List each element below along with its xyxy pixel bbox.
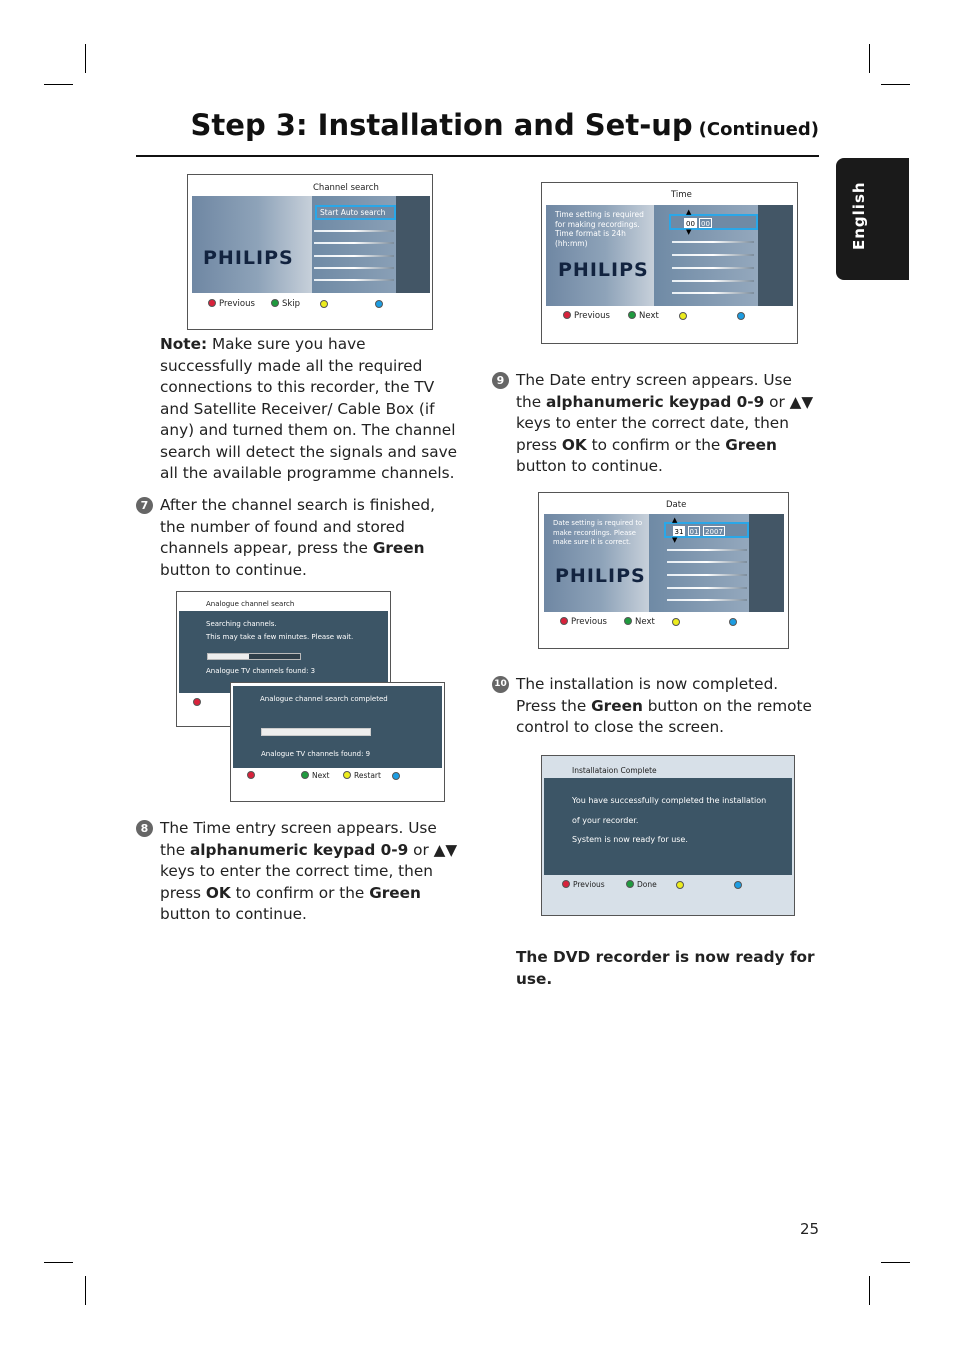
menu-line	[672, 241, 754, 243]
language-label: English	[850, 181, 868, 250]
menu-line	[672, 267, 754, 269]
complete-line-3: System is now ready for use.	[572, 835, 688, 844]
blue-dot-icon	[392, 772, 400, 780]
menu-line	[667, 599, 747, 601]
complete-panel	[544, 778, 792, 875]
menu-line	[314, 242, 394, 244]
note-paragraph	[160, 334, 462, 485]
channels-found: Analogue TV channels found: 9	[261, 750, 371, 758]
progress-bar	[261, 728, 371, 736]
up-arrow-icon: ▲	[672, 516, 678, 524]
page-title	[136, 108, 819, 142]
next-button[interactable]: Next	[628, 311, 659, 321]
title-continued: (Continued)	[698, 119, 819, 140]
year-field[interactable]: 2007	[703, 526, 725, 536]
button-row	[563, 311, 788, 321]
step-number-10: 10	[492, 676, 509, 693]
philips-logo: PHILIPS	[558, 259, 649, 281]
previous-button[interactable]: Previous	[208, 299, 255, 309]
yellow-dot-icon	[679, 312, 687, 320]
step9-paragraph: The Date entry screen appears. Use the alphanumeric keypad 0-9 or ▲▼ keys to enter the correct date, then press OK to confirm or the Green button to continue.	[516, 371, 814, 475]
blue-dot-icon	[375, 300, 383, 308]
ready-message: The DVD recorder is now ready for use.	[516, 948, 815, 988]
step-number-8: 8	[136, 820, 153, 837]
progress-fill	[262, 729, 370, 735]
step-number-7: 7	[136, 497, 153, 514]
screen-title: Channel search	[313, 183, 379, 193]
step-number-9: 9	[492, 372, 509, 389]
button-row	[208, 299, 428, 309]
down-arrow-icon: ▼	[686, 228, 692, 236]
green-dot-icon	[628, 311, 636, 319]
next-button[interactable]: Next	[624, 617, 655, 627]
green-dot-icon	[624, 617, 632, 625]
crop-mark	[44, 1262, 73, 1263]
blue-dot-icon	[737, 312, 745, 320]
done-button[interactable]: Done	[626, 880, 657, 889]
crop-mark	[85, 44, 86, 73]
green-dot-icon	[271, 299, 279, 307]
restart-button[interactable]: Restart	[343, 771, 381, 780]
menu-line	[667, 561, 747, 563]
red-dot-icon	[563, 311, 571, 319]
title-rule	[136, 155, 819, 157]
philips-logo: PHILIPS	[555, 565, 646, 587]
green-dot-icon	[626, 880, 634, 888]
menu-line	[314, 255, 394, 257]
red-dot-icon	[560, 617, 568, 625]
side-panel	[758, 205, 793, 306]
time-screen	[541, 182, 798, 344]
red-dot-icon	[208, 299, 216, 307]
previous-button[interactable]: Previous	[563, 311, 610, 321]
next-button[interactable]: Next	[301, 771, 329, 780]
skip-button[interactable]: Skip	[271, 299, 300, 309]
yellow-dot-icon	[676, 881, 684, 889]
side-panel	[749, 514, 784, 612]
menu-line	[667, 587, 747, 589]
crop-mark	[44, 84, 73, 85]
button-row	[247, 771, 442, 780]
yellow-dot-icon	[320, 300, 328, 308]
step10-paragraph: The installation is now completed. Press the Green button on the remote control to close the screen.	[516, 675, 812, 736]
page-number: 25	[800, 1220, 820, 1238]
menu-line	[672, 254, 754, 256]
start-auto-search-option[interactable]: Start Auto search	[315, 205, 396, 220]
philips-logo: PHILIPS	[203, 247, 294, 269]
screen-title: Installataion Complete	[572, 766, 657, 775]
date-note: Date setting is required to make recordings. Please make sure it is correct.	[553, 519, 643, 546]
channel-search-screen	[187, 174, 433, 330]
note-text: Make sure you have successfully made all the required connections to this recorder, the TV and Satellite Receiver/ Cable Box (if any) and turned them on. The channel search will detect the signals and save all the available programme channels.	[160, 335, 458, 482]
previous-button[interactable]: Previous	[562, 880, 605, 889]
month-field[interactable]: 01	[689, 528, 699, 536]
crop-mark	[869, 1276, 870, 1305]
menu-line	[672, 280, 754, 282]
blue-dot-icon	[729, 618, 737, 626]
screen-title: Date	[666, 500, 687, 510]
button-row	[560, 617, 780, 627]
yellow-dot-icon	[343, 771, 351, 779]
time-input[interactable]	[669, 214, 758, 230]
complete-line-2: of your recorder.	[572, 816, 639, 825]
date-screen	[538, 492, 789, 649]
step8-paragraph: The Time entry screen appears. Use the alphanumeric keypad 0-9 or ▲▼ keys to enter the correct time, then press OK to confirm or the Green button to continue.	[160, 819, 458, 923]
menu-line	[314, 279, 394, 281]
philips-panel	[192, 196, 312, 293]
button-row	[562, 880, 787, 889]
step7-paragraph: After the channel search is finished, the number of found and stored channels appear, press the Green button to continue.	[160, 496, 435, 579]
crop-mark	[869, 44, 870, 73]
title-main: Step 3: Installation and Set-up	[190, 108, 693, 142]
day-field[interactable]: 31	[674, 528, 684, 536]
wait-text: This may take a few minutes. Please wait.	[206, 633, 354, 641]
red-dot-icon	[193, 698, 201, 706]
crop-mark	[881, 84, 910, 85]
menu-line	[667, 549, 747, 551]
side-panel	[396, 196, 430, 293]
menu-line	[667, 574, 747, 576]
down-arrow-icon: ▼	[672, 536, 678, 544]
hour-field[interactable]: 00	[684, 218, 697, 228]
menu-line	[314, 267, 394, 269]
language-tab	[836, 158, 909, 280]
red-dot-icon	[562, 880, 570, 888]
crop-mark	[881, 1262, 910, 1263]
menu-line	[314, 230, 394, 232]
channels-found: Analogue TV channels found: 3	[206, 667, 316, 675]
up-arrow-icon: ▲	[686, 208, 692, 216]
screen-title: Time	[671, 190, 692, 200]
yellow-dot-icon	[672, 618, 680, 626]
blue-dot-icon	[734, 881, 742, 889]
progress-bar	[207, 653, 301, 660]
screen-title: Analogue channel search	[206, 600, 295, 608]
crop-mark	[85, 1276, 86, 1305]
complete-line-1: You have successfully completed the installation	[572, 796, 767, 805]
analogue-search-complete-screen	[230, 682, 445, 802]
red-dot-icon	[247, 771, 255, 779]
previous-button[interactable]: Previous	[560, 617, 607, 627]
note-label: Note:	[160, 335, 208, 353]
searching-text: Searching channels.	[206, 620, 277, 628]
screen-title: Analogue channel search completed	[260, 695, 388, 703]
installation-complete-screen	[541, 755, 795, 916]
progress-fill	[208, 654, 249, 659]
green-dot-icon	[301, 771, 309, 779]
minute-field[interactable]: 00	[699, 218, 712, 228]
menu-line	[672, 292, 754, 294]
time-note: Time setting is required for making recordings. Time format is 24h (hh:mm)	[555, 210, 644, 248]
